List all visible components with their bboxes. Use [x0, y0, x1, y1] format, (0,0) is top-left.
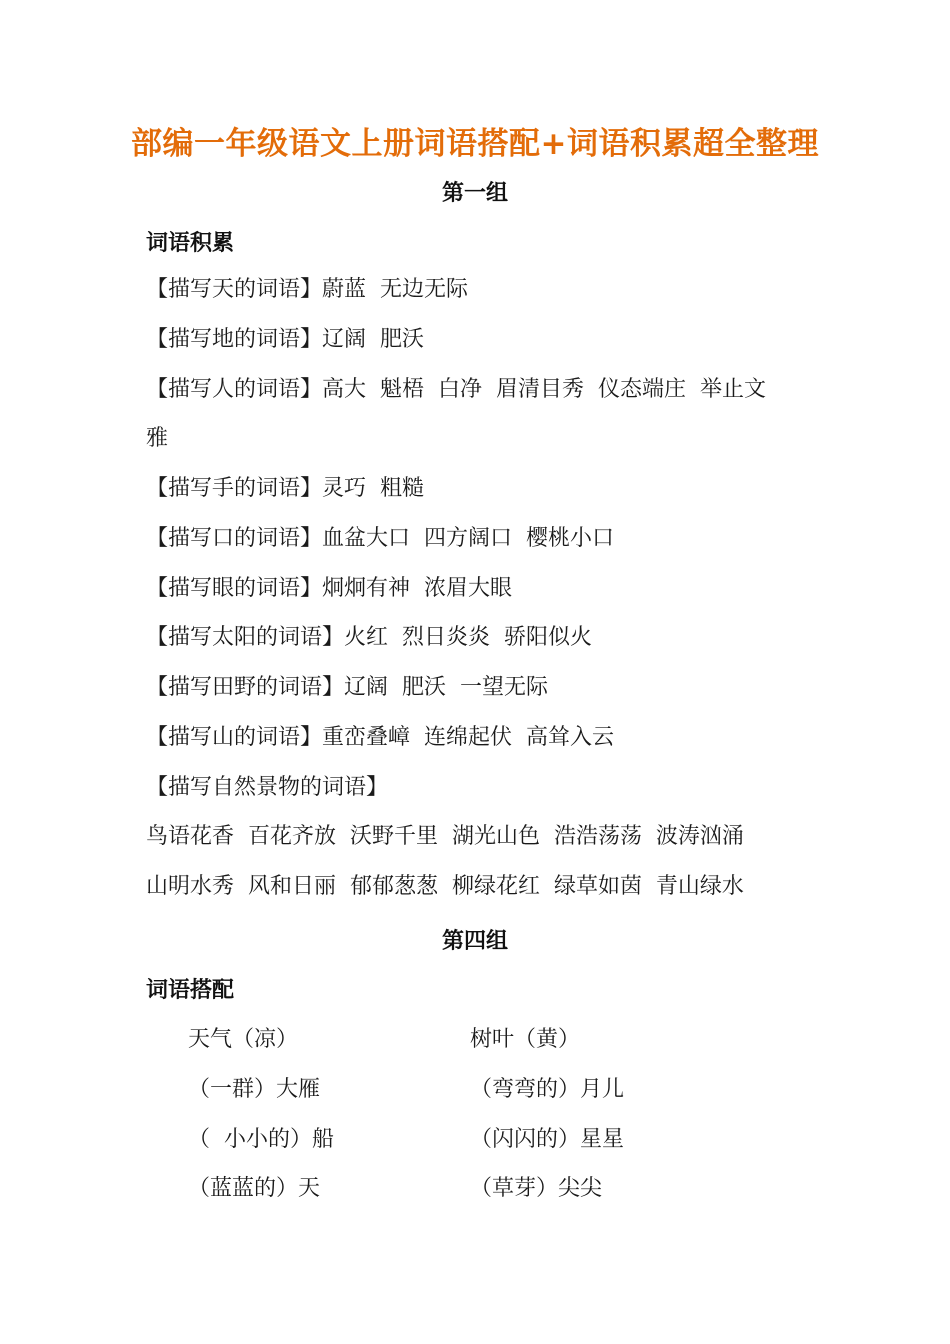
vocab-words: 血盆大口 四方阔口 樱桃小口 [322, 526, 614, 551]
vocab-category: 【描写地的词语】 [146, 327, 323, 352]
section-heading-vocabulary: 词语积累 [146, 231, 235, 256]
vocab-line-continued [146, 424, 826, 454]
vocab-words: 辽阔 肥沃 一望无际 [344, 675, 548, 700]
vocab-line [146, 773, 826, 803]
vocab-words: 高大 魁梧 白净 眉清目秀 仪态端庄 举止文 [322, 377, 766, 402]
vocab-words: 鸟语花香 百花齐放 沃野千里 湖光山色 浩浩荡荡 波涛汹涌 [146, 824, 744, 849]
collocation-left: （一群）大雁 [188, 1077, 321, 1102]
vocab-words: 蔚蓝 无边无际 [322, 277, 469, 302]
vocab-words: 雅 [146, 426, 169, 451]
vocab-category: 【描写手的词语】 [146, 476, 323, 501]
vocab-category: 【描写人的词语】 [146, 377, 323, 402]
document-title: 部编一年级语文上册词语搭配+词语积累超全整理 [131, 126, 819, 162]
vocab-words: 山明水秀 风和日丽 郁郁葱葱 柳绿花红 绿草如茵 青山绿水 [146, 874, 744, 899]
collocation-right: （闪闪的）星星 [470, 1127, 625, 1152]
vocab-category: 【描写太阳的词语】 [146, 625, 345, 650]
vocab-words: 炯炯有神 浓眉大眼 [322, 576, 513, 601]
vocab-line [146, 375, 826, 405]
vocab-line [146, 325, 826, 355]
vocab-category: 【描写天的词语】 [146, 277, 323, 302]
section-heading-collocation: 词语搭配 [146, 978, 235, 1003]
vocab-line [146, 723, 826, 753]
vocab-line [146, 872, 826, 902]
collocation-right: （弯弯的）月儿 [470, 1077, 625, 1102]
vocab-line [146, 822, 826, 852]
vocab-line [146, 474, 826, 504]
group-heading-4: 第四组 [441, 929, 508, 954]
vocab-category: 【描写田野的词语】 [146, 675, 345, 700]
vocab-words: 火红 烈日炎炎 骄阳似火 [344, 625, 592, 650]
collocation-right: 树叶（黄） [470, 1027, 581, 1052]
vocab-category: 【描写自然景物的词语】 [146, 775, 389, 800]
vocab-line [146, 524, 826, 554]
collocation-left: （蓝蓝的）天 [188, 1176, 321, 1201]
collocation-left: 天气（凉） [188, 1027, 299, 1052]
vocab-line [146, 673, 826, 703]
vocab-line [146, 275, 826, 305]
group-heading-1: 第一组 [441, 181, 508, 206]
vocab-line [146, 574, 826, 604]
vocab-line [146, 623, 826, 653]
vocab-words: 重峦叠嶂 连绵起伏 高耸入云 [322, 725, 614, 750]
vocab-words: 辽阔 肥沃 [322, 327, 425, 352]
vocab-words: 灵巧 粗糙 [322, 476, 425, 501]
vocab-category: 【描写口的词语】 [146, 526, 323, 551]
vocab-category: 【描写眼的词语】 [146, 576, 323, 601]
collocation-left: （ 小小的）船 [188, 1127, 334, 1152]
collocation-right: （草芽）尖尖 [470, 1176, 603, 1201]
vocab-category: 【描写山的词语】 [146, 725, 323, 750]
